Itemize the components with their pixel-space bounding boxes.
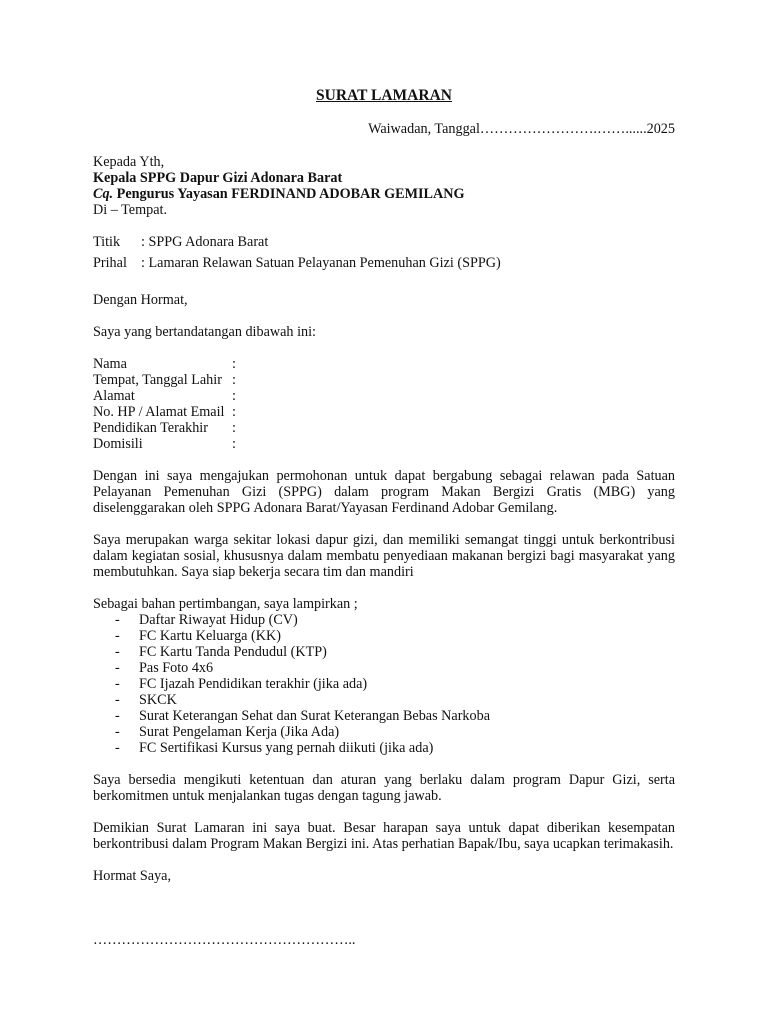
field-colon: : (232, 436, 236, 452)
list-dash: - (115, 708, 120, 724)
meta-value: : SPPG Adonara Barat (141, 234, 269, 250)
field-colon: : (232, 356, 236, 372)
recipient-greeting: Kepada Yth, (93, 154, 165, 170)
meta-row-prihal (93, 255, 675, 271)
attachment-label: Pas Foto 4x6 (139, 660, 214, 676)
attachments-list (93, 612, 675, 756)
list-item (93, 740, 675, 756)
field-label: Domisili (93, 436, 143, 452)
cq-label: Cq. (93, 186, 114, 202)
list-item (93, 708, 675, 724)
field-label: Tempat, Tanggal Lahir (93, 372, 222, 388)
list-item (93, 692, 675, 708)
list-dash: - (115, 660, 120, 676)
field-label: No. HP / Alamat Email (93, 404, 225, 420)
paragraph-motivation: Saya merupakan warga sekitar lokasi dapur gizi, dan memiliki semangat tinggi untuk berkontribusi dalam kegiatan sosial, khususnya dalam membatu penyediaan makanan bergizi bagi masyarakat yang membutuhkan. Saya siap bekerja secara tim dan mandiri (93, 532, 675, 580)
list-item (93, 628, 675, 644)
paragraph-commitment: Saya bersedia mengikuti ketentuan dan aturan yang berlaku dalam program Dapur Gizi, serta berkomitmen untuk menjalankan tugas dengan tagung jawab. (93, 772, 675, 804)
salutation: Dengan Hormat, (93, 292, 188, 308)
attachment-label: Surat Keterangan Sehat dan Surat Keterangan Bebas Narkoba (139, 708, 491, 724)
intro-text: Saya yang bertandatangan dibawah ini: (93, 324, 316, 340)
meta-value: : Lamaran Relawan Satuan Pelayanan Pemenuhan Gizi (SPPG) (141, 255, 501, 271)
field-row-birth (93, 372, 675, 388)
recipient-line-1: Kepala SPPG Dapur Gizi Adonara Barat (93, 170, 343, 186)
paragraph-application: Dengan ini saya mengajukan permohonan untuk dapat bergabung sebagai relawan pada Satuan Pelayanan Pemenuhan Gizi (SPPG) dalam program Makan Bergizi Gratis (MBG) yang diselenggarakan oleh SPPG Adonara Barat/Yayasan Ferdinand Adobar Gemilang. (93, 468, 675, 516)
recipient-line-3: Di – Tempat. (93, 202, 168, 218)
attachment-label: FC Ijazah Pendidikan terakhir (jika ada) (139, 676, 368, 692)
field-label: Pendidikan Terakhir (93, 420, 208, 436)
attachment-label: FC Kartu Tanda Pendudul (KTP) (139, 644, 327, 660)
list-dash: - (115, 740, 120, 756)
attachments-intro: Sebagai bahan pertimbangan, saya lampirkan ; (93, 596, 358, 612)
list-dash: - (115, 628, 120, 644)
paragraph-closing: Demikian Surat Lamaran ini saya buat. Besar harapan saya untuk dapat diberikan kesempatan berkontribusi dalam Program Makan Bergizi ini. Atas perhatian Bapak/Ibu, saya ucapkan terimakasih. (93, 820, 675, 852)
field-row-address (93, 388, 675, 404)
field-label: Nama (93, 356, 127, 372)
list-dash: - (115, 692, 120, 708)
place-date-line: Waiwadan, Tanggal…………………….……......2025 (368, 121, 675, 137)
field-row-contact (93, 404, 675, 420)
recipient-organization: Pengurus Yayasan FERDINAND ADOBAR GEMILANG (116, 186, 465, 202)
field-row-education (93, 420, 675, 436)
field-label: Alamat (93, 388, 135, 404)
letter-body (93, 154, 675, 948)
field-row-name (93, 356, 675, 372)
attachment-label: FC Sertifikasi Kursus yang pernah diikuti (jika ada) (139, 740, 434, 756)
field-colon: : (232, 420, 236, 436)
meta-label: Titik (93, 234, 121, 250)
attachment-label: SKCK (139, 692, 177, 708)
applicant-fields (93, 356, 675, 452)
list-item (93, 644, 675, 660)
meta-label: Prihal (93, 255, 127, 271)
list-item (93, 724, 675, 740)
recipient-line-2 (93, 186, 675, 202)
meta-row-titik (93, 234, 675, 255)
field-colon: : (232, 388, 236, 404)
signature-line: ……………………………………………….. (93, 932, 356, 948)
list-dash: - (115, 676, 120, 692)
attachment-label: FC Kartu Keluarga (KK) (139, 628, 281, 644)
attachment-label: Surat Pengelaman Kerja (Jika Ada) (139, 724, 340, 740)
list-dash: - (115, 724, 120, 740)
meta-block (93, 234, 675, 271)
list-item (93, 676, 675, 692)
recipient-block (93, 154, 675, 218)
attachment-label: Daftar Riwayat Hidup (CV) (139, 612, 298, 628)
letter-title: SURAT LAMARAN (316, 87, 452, 104)
field-colon: : (232, 372, 236, 388)
closing-greeting: Hormat Saya, (93, 868, 172, 884)
field-colon: : (232, 404, 236, 420)
list-item (93, 660, 675, 676)
list-item (93, 612, 675, 628)
field-row-domicile (93, 436, 675, 452)
list-dash: - (115, 612, 120, 628)
list-dash: - (115, 644, 120, 660)
